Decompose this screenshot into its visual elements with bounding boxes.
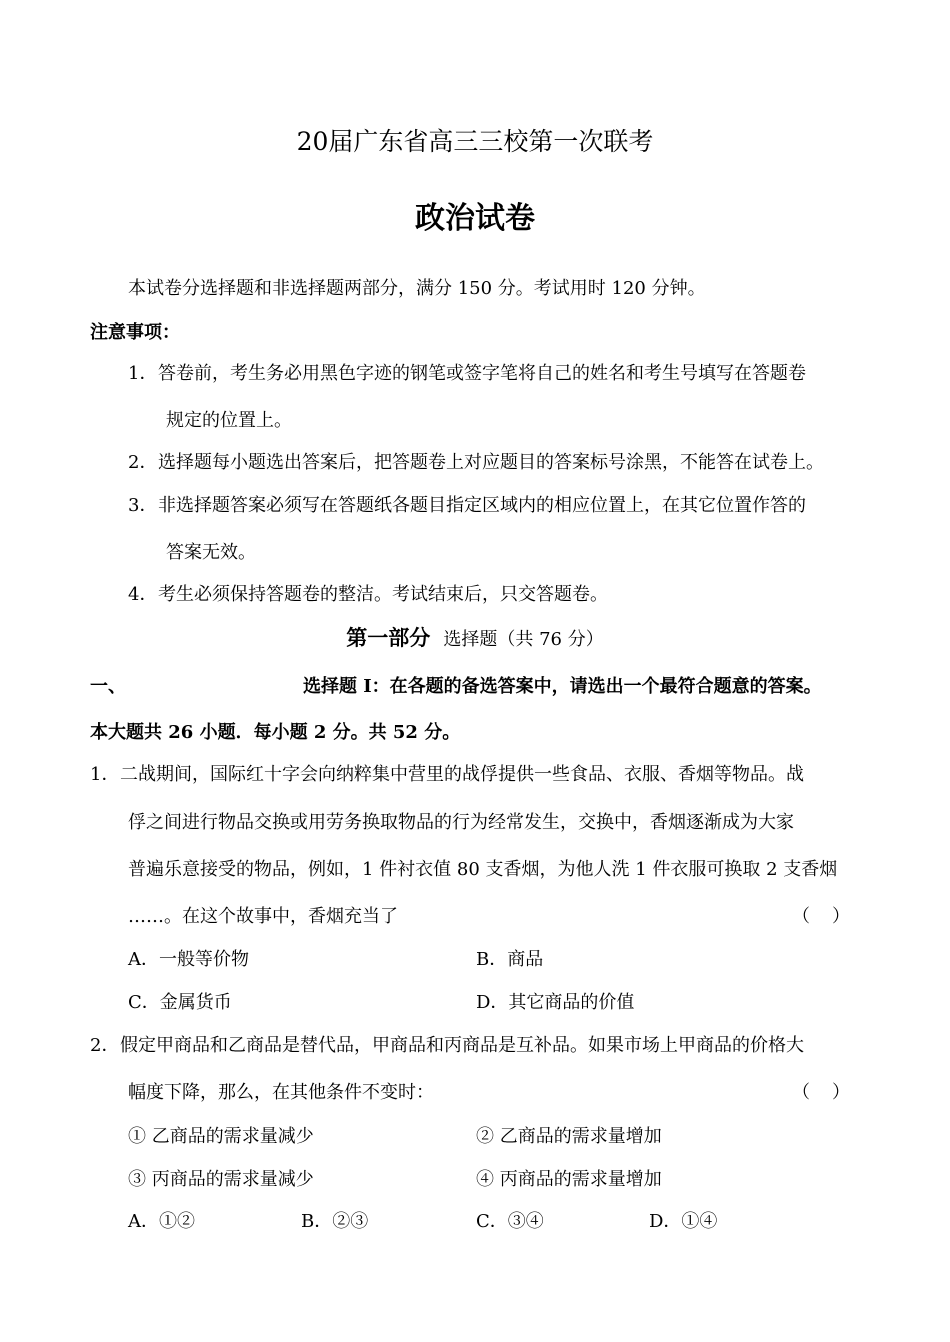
option-b: B．②③ — [301, 1211, 369, 1232]
answer-bracket: （ ） — [792, 1082, 852, 1103]
question-line: 普遍乐意接受的物品，例如，1 件衬衣值 80 支香烟，为他人洗 1 件衣服可换取 2 支香烟 — [128, 859, 838, 880]
option-d: D．①④ — [649, 1211, 718, 1232]
option-a: A．①② — [128, 1211, 195, 1232]
option-c: C．③④ — [476, 1211, 544, 1232]
part-subtitle: 选择题（共 76 分） — [443, 629, 604, 650]
option-b: B．商品 — [476, 949, 544, 970]
question-number: 2． — [90, 1035, 120, 1056]
notice-number: 3． — [128, 495, 158, 516]
notice-number: 1． — [128, 363, 158, 384]
section-desc: 本大题共 26 小题．每小题 2 分。共 52 分。 — [90, 722, 461, 743]
statement-4: ④ 丙商品的需求量增加 — [476, 1169, 662, 1190]
exam-subject: 政治试卷 — [415, 201, 535, 236]
option-c: C．金属货币 — [128, 992, 232, 1013]
option-d: D．其它商品的价值 — [476, 992, 635, 1013]
question-line: ……。在这个故事中，香烟充当了 — [128, 906, 398, 927]
section-title: 选择题 I：在各题的备选答案中，请选出一个最符合题意的答案。 — [303, 676, 822, 697]
notice-line: 选择题每小题选出答案后，把答题卷上对应题目的答案标号涂黑，不能答在试卷上。 — [158, 452, 824, 473]
intro-text: 本试卷分选择题和非选择题两部分，满分 150 分。考试用时 120 分钟。 — [128, 278, 706, 299]
notice-heading: 注意事项： — [90, 322, 180, 343]
question-line: 幅度下降，那么，在其他条件不变时： — [128, 1082, 434, 1103]
notice-number: 4． — [128, 584, 158, 605]
question-line: 二战期间，国际红十字会向纳粹集中营里的战俘提供一些食品、衣服、香烟等物品。战 — [120, 764, 804, 785]
statement-2: ② 乙商品的需求量增加 — [476, 1126, 662, 1147]
question-number: 1． — [90, 764, 120, 785]
question-line: 假定甲商品和乙商品是替代品，甲商品和丙商品是互补品。如果市场上甲商品的价格大 — [120, 1035, 804, 1056]
statement-1: ① 乙商品的需求量减少 — [128, 1126, 314, 1147]
notice-line: 答卷前，考生务必用黑色字迹的钢笔或签字笔将自己的姓名和考生号填写在答题卷 — [158, 363, 806, 384]
notice-line: 答案无效。 — [166, 542, 256, 563]
statement-3: ③ 丙商品的需求量减少 — [128, 1169, 314, 1190]
option-a: A．一般等价物 — [128, 949, 249, 970]
part-title: 第一部分 — [346, 625, 431, 650]
notice-number: 2． — [128, 452, 158, 473]
answer-bracket: （ ） — [792, 906, 852, 927]
section-number: 一、 — [90, 676, 126, 697]
exam-title: 20届广东省高三三校第一次联考 — [296, 127, 654, 156]
notice-line: 规定的位置上。 — [166, 410, 292, 431]
part-heading — [0, 622, 950, 652]
notice-line: 考生必须保持答题卷的整洁。考试结束后，只交答题卷。 — [158, 584, 608, 605]
notice-line: 非选择题答案必须写在答题纸各题目指定区域内的相应位置上，在其它位置作答的 — [158, 495, 806, 516]
question-line: 俘之间进行物品交换或用劳务换取物品的行为经常发生，交换中，香烟逐渐成为大家 — [128, 812, 794, 833]
